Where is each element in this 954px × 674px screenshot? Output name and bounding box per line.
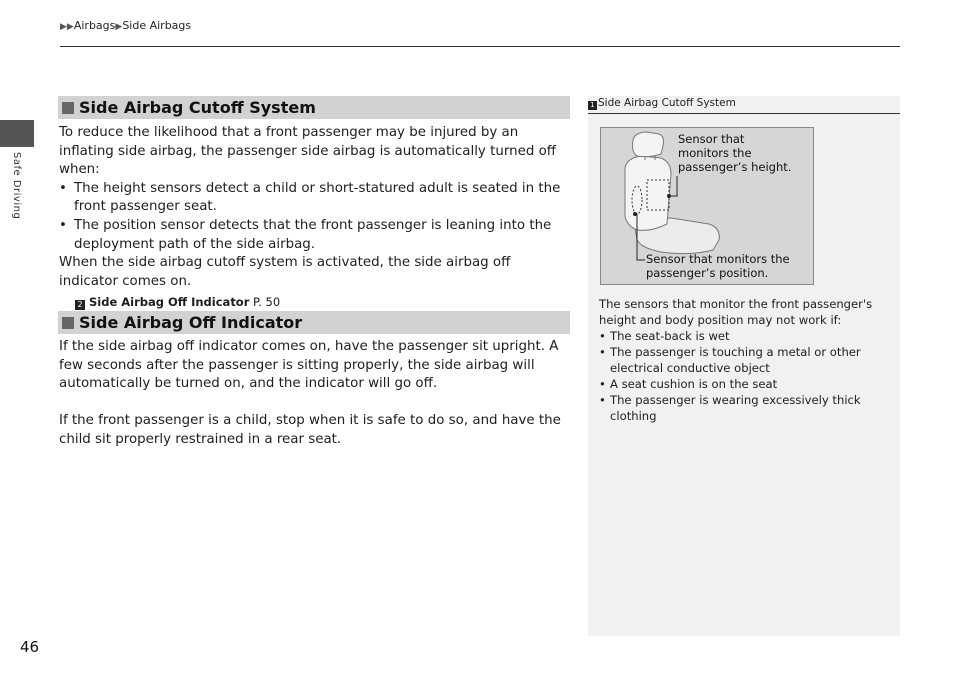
cross-reference-link[interactable]	[75, 293, 571, 312]
bullet-icon: •	[599, 345, 606, 359]
bullet-icon: •	[59, 217, 67, 233]
cross-reference-page: P. 50	[253, 295, 281, 310]
header-rule	[60, 46, 900, 47]
bullet-icon: •	[599, 377, 606, 391]
indicator-section-body	[59, 338, 571, 450]
bullet-icon: •	[599, 393, 606, 407]
cross-reference-icon: 2	[75, 300, 85, 310]
list-item	[599, 392, 895, 424]
list-item	[59, 180, 571, 217]
label-line: Sensor that	[678, 132, 745, 146]
list-item	[599, 344, 895, 376]
seat-sensor-figure	[600, 127, 814, 285]
label-line: passenger’s position.	[646, 266, 769, 280]
breadcrumb	[60, 19, 191, 32]
list-item-text: The position sensor detects that the front passenger is leaning into the deployment path of the side airbag.	[74, 217, 552, 252]
paragraph: The sensors that monitor the front passenger's height and body position may not work if:	[599, 297, 873, 327]
list-item-text: The seat-back is wet	[610, 329, 730, 343]
breadcrumb-item-airbags[interactable]: Airbags	[73, 19, 116, 32]
paragraph: If the side airbag off indicator comes on, have the passenger sit upright. A few seconds after the passenger is sitting properly, the side airbag will automatically be turned on, and the indicator will go off.	[59, 339, 559, 392]
heading-square-icon	[62, 102, 74, 114]
side-note-title	[588, 96, 900, 114]
breadcrumb-arrow-icon: ▶▶	[60, 22, 74, 32]
side-note-body	[599, 296, 895, 424]
section-title: Side Airbag Cutoff System	[79, 98, 316, 117]
note-marker-icon: 1	[588, 101, 597, 110]
position-sensor-label	[646, 252, 790, 280]
bullet-icon: •	[599, 329, 606, 343]
cross-reference-title[interactable]: Side Airbag Off Indicator	[89, 295, 250, 310]
chapter-tab-label: Safe Driving	[11, 152, 22, 220]
breadcrumb-item-side-airbags[interactable]: Side Airbags	[122, 19, 192, 32]
paragraph: If the front passenger is a child, stop when it is safe to do so, and have the child sit properly restrained in a rear seat.	[59, 413, 561, 447]
list-item	[599, 328, 895, 344]
height-sensor-label	[678, 132, 791, 174]
cutoff-section-body	[59, 124, 571, 312]
list-item-text: A seat cushion is on the seat	[610, 377, 778, 391]
label-line: monitors the	[678, 146, 752, 160]
list-item-text: The passenger is touching a metal or other electrical conductive object	[610, 345, 861, 375]
list-item	[59, 217, 571, 254]
chapter-tab-marker[interactable]	[0, 120, 34, 147]
label-line: passenger’s height.	[678, 160, 792, 174]
label-line: Sensor that monitors the	[646, 252, 790, 266]
section-title: Side Airbag Off Indicator	[79, 313, 303, 332]
side-note-title-text: Side Airbag Cutoff System	[598, 97, 736, 109]
section-heading-indicator	[58, 311, 570, 334]
list-item-text: The height sensors detect a child or short-statured adult is seated in the front passenger seat.	[74, 180, 561, 215]
paragraph: When the side airbag cutoff system is activated, the side airbag off indicator comes on.	[59, 255, 511, 289]
bullet-icon: •	[59, 180, 67, 196]
paragraph: To reduce the likelihood that a front passenger may be injured by an inflating side airbag, the passenger side airbag is automatically turned off when:	[59, 125, 557, 178]
list-item-text: The passenger is wearing excessively thick clothing	[610, 393, 861, 423]
breadcrumb-arrow-icon: ▶	[115, 22, 123, 32]
list-item	[599, 376, 895, 392]
section-heading-cutoff	[58, 96, 570, 119]
page-number: 46	[20, 638, 40, 656]
heading-square-icon	[62, 317, 74, 329]
